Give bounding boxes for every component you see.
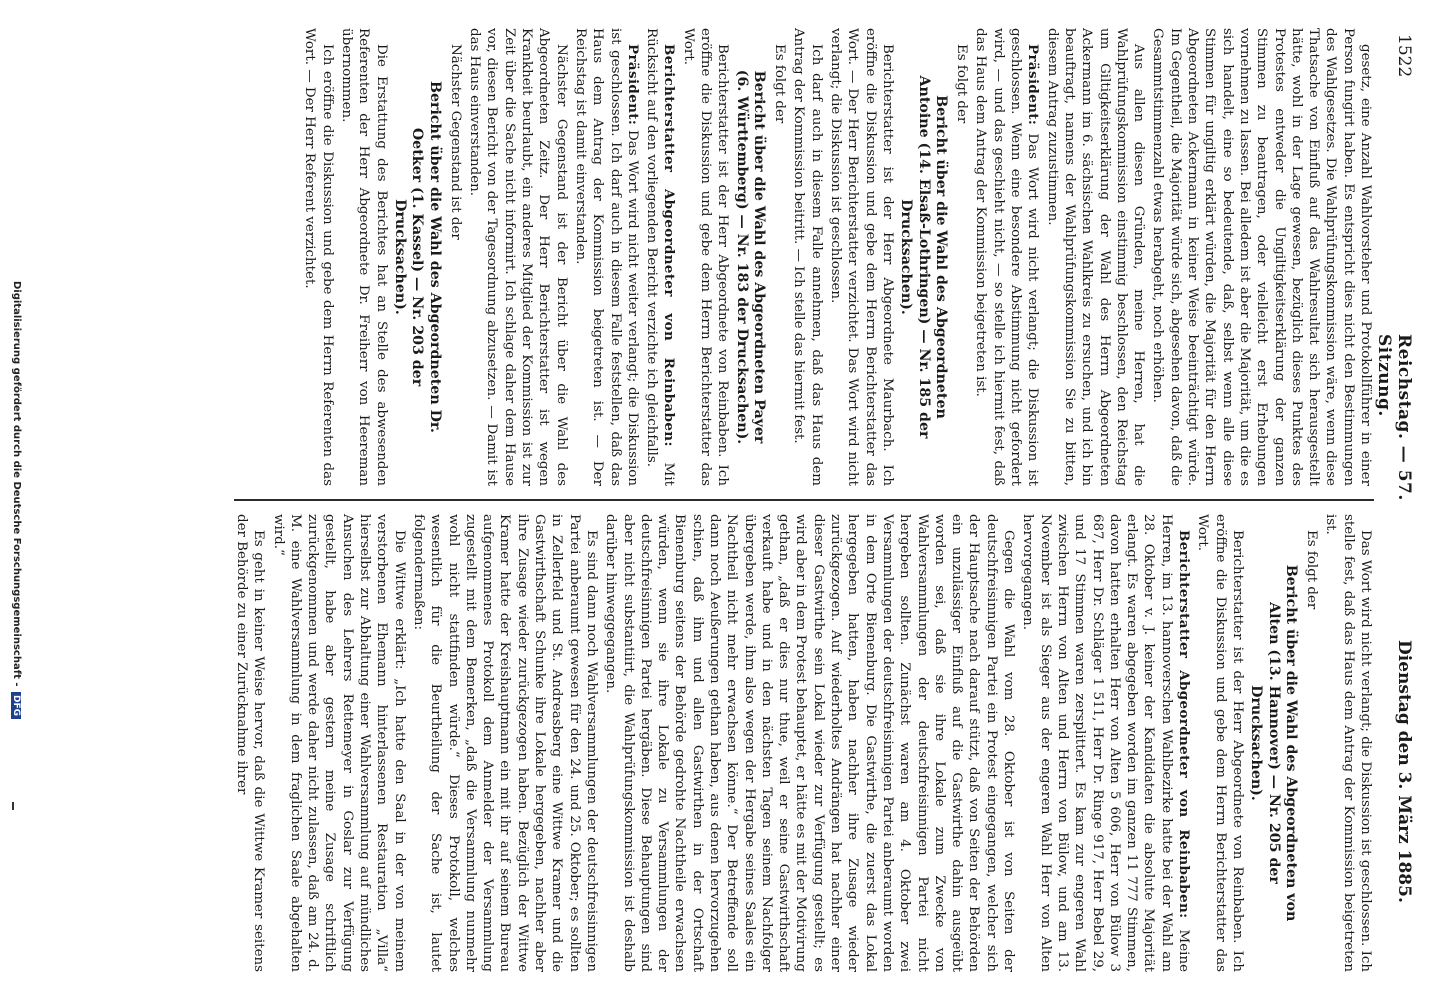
page-number: 1522 xyxy=(1394,34,1414,78)
section-heading: Bericht über die Wahl des Abgeordneten Antoine (14. Elsaß-Lothringen) — Nr. 185 der Drucksachen). xyxy=(898,75,949,439)
paragraph-text: Mit Rücksicht auf den vorliegenden Bericht verzichte ich gleichfalls. xyxy=(644,28,677,486)
paragraph xyxy=(972,28,1041,486)
digitization-credit xyxy=(11,0,22,1000)
paragraph-text: Die Wittwe erklärt: „Ich hatte den Saal in der von meinem verstorbenen Ehemann hinterlassenen Restauration „Villa“ hierselbst zur Abhaltung einer Wahlversammlung auf mündliches Ansuchen des Lehrers Rettemeyer in Goslar zur Verfügung gestellt, habe aber gestern meine Zusage schriftlich zurückgenommen und werde daher nicht zulassen, daß am 24. d. M. eine Wahlversammlung in dem fraglichen Saale abgehalten wird.“ xyxy=(270,514,407,972)
paragraph-text: Ich eröffne die Diskussion und gebe dem Herrn Referenten das Wort. — Der Herr Referent verzichtet. xyxy=(302,28,335,486)
paragraph-text: Das Wort wird nicht verlangt; die Diskussion ist geschlossen. Wenn eine besondere Abstimmung nicht gefordert wird, — und das geschieht nicht, — so stelle ich hiermit fest, daß das Haus dem Antrag der Kommission beigetreten ist. xyxy=(973,28,1041,486)
paragraph xyxy=(602,514,1017,972)
speaker-label: Präsident: xyxy=(624,44,641,126)
paragraph-text: Gegen die Wahl vom 28. Oktober ist von Seiten der deutschfreisinnigen Partei ein Protest eingegangen, welcher sich der Hauptsache nach darauf stützt, daß von Seiten der Behörden ein unzulässiger Einfluß auf die Gastwirthe dahin ausgeübt worden sei, daß sie ihre Lokale zum Zwecke von Wahlversammlungen der deutschfreisinnigen Partei nicht hergeben sollten. Zunächst waren am 4. Oktober zwei Versammlungen der deutschfreisinnigen Partei anberaumt worden in dem Orte Bienenburg. Die Gastwirthe, die zuerst das Lokal hergegeben hatten, haben nachher ihre Zusage wieder zurückgezogen. Auf wiederholtes Andrängen hat nachher einer dieser Gastwirthe sein Lokal wieder zur Verfügung gestellt; es wird aber in dem Protest behauptet, er hätte es mit der Motivirung gethan, „daß er dies nur thue, weil er seine Gastwirthschaft verkauft habe und in den nächsten Tagen seinem Nachfolger übergeben werde, ihm also wegen der Hergabe seines Saales ein Nachtheil nicht mehr erwachsen könne.“ Der Betreffende soll dann noch Aeußerungen gethan haben, aus denen hervorzugehen schien, daß ihm und allen Gastwirthen in der Ortschaft Bienenburg seitens der Behörde gedrohte Nachtheile erwachsen würden, wenn sie ihre Lokale zu Versammlungen der deutschfreisinnigen Partei hergäben. Diese Behauptungen sind aber nicht substantiirt, die Wahlprüfungskommission ist deshalb darüber hinweggegangen. xyxy=(603,514,1017,972)
paragraph-text: Meine Herren, im 13. hannoverschen Wahlbezirke hatte bei der Wahl am 28. Oktober v. J. keiner der Kandidaten die absolute Majorität erlangt. Es waren abgegeben worden im ganzen 11 777 Stimmen, davon hatten erhalten Herr von Alten 5 606, Herr von Bülow 3 687, Herr Dr. Schläger 1 511, Herr Dr. Ringe 917, Herr Bebel 29, und 17 Stimmen waren zersplittert. Es kam zur engeren Wahl zwischen Herrn von Alten und Herrn von Bülow, und am 13. November ist als Sieger aus der engeren Wahl Herr von Alten hervorgegangen. xyxy=(1020,514,1192,972)
paragraph xyxy=(827,28,896,486)
paragraph-text: Es folgt der xyxy=(954,44,970,124)
paragraph-text: Berichterstatter ist der Herr Abgeordnete von Reinbaben. Ich eröffne die Diskussion und gebe dem Herrn Berichterstatter das Wort. xyxy=(1195,514,1245,972)
credit-text: Digitalisierung gefördert durch die Deutsche Forschungsgemeinschaft - xyxy=(11,280,22,687)
paragraph xyxy=(1194,514,1246,972)
paragraph xyxy=(269,514,407,972)
paragraph-text: Die Erstattung des Berichtes hat an Stelle des abwesenden Referenten der Herr Abgeordnete Dr. Freiherr von Heereman übernommen. xyxy=(339,28,389,486)
paragraph-text: Aus allen diesen Gründen, meine Herren, hat die Wahlprüfungskommission einstimmig beschlossen, den Reichstag um Giltigkeitserklärung der Wahl des Herrn Abgeordneten Ackermann im 6. sächsischen Wahlkreis zu ersuchen, und ich bin beauftragt, namens der Wahlprüfungskommission Sie zu bitten, diesem Antrag zuzustimmen. xyxy=(1044,28,1147,486)
paragraph xyxy=(301,28,336,486)
paragraph xyxy=(1322,514,1374,972)
paragraph-text: Nächster Gegenstand ist der Bericht über die Wahl des Abgeordneten Zeitz. Der Herr Berichterstatter ist wegen Krankheit beurlaubt, ein anderes Mitglied der Kommission ist zur Zeit über die Sache nicht informirt. Ich schlage daher dem Hause vor, diesen Bericht von der Tagesordnung abzusetzen. — Damit ist das Haus einverstanden. xyxy=(467,28,569,486)
section-heading: Bericht über die Wahl des Abgeordneten von Alten (13. Hannover) — Nr. 205 der Drucksachen). xyxy=(1248,564,1299,922)
paragraph xyxy=(679,28,731,486)
paragraph xyxy=(1043,28,1147,486)
paragraph-text: Berichterstatter ist der Herr Abgeordnete von Reinbaben. Ich eröffne die Diskussion und gebe dem Herrn Berichterstatter das Wort. xyxy=(680,28,731,486)
left-column xyxy=(299,28,1374,486)
paragraph xyxy=(643,28,678,486)
paragraph-text: Nächster Gegenstand ist der xyxy=(447,44,463,240)
dfg-logo: DFG xyxy=(11,692,21,719)
paragraph-text: Es geht in keiner Weise hervor, daß die Wittwe Kramer seitens der Behörde zu einer Zurücknahme ihrer xyxy=(234,514,267,972)
paragraph xyxy=(1149,28,1374,486)
paragraph-text: Es folgt der xyxy=(1304,530,1320,610)
paragraph xyxy=(572,28,641,486)
paragraph xyxy=(338,28,390,486)
session-date: Dienstag den 3. März 1885. xyxy=(1394,640,1414,903)
paragraph xyxy=(953,28,970,486)
paragraph-text: Das Wort wird nicht verlangt; die Diskussion ist geschlossen. Ich stelle fest, daß das Haus dem Antrag der Kommission beigetreten ist. xyxy=(1323,514,1373,972)
paragraph xyxy=(410,514,600,972)
right-column xyxy=(231,514,1374,972)
page-header xyxy=(1364,0,1432,1000)
paragraph xyxy=(1303,514,1320,972)
paragraph-text: Das Wort wird nicht weiter verlangt; die Diskussion ist geschlossen. Ich darf auch in diesem Falle feststellen, daß das Haus dem Antrag der Kommission beigetreten ist. — Der Reichstag ist damit einverstanden. xyxy=(572,28,640,486)
speaker-label: Berichterstatter Abgeordneter von Reinbaben: xyxy=(661,44,678,447)
paragraph-text: Es folgt der xyxy=(772,44,788,124)
paragraph xyxy=(466,28,570,486)
paragraph-text: gesetz, eine Anzahl Wahlvorsteher und Protokollführer in einer Person fungirt haben. Es entspricht dies nicht den Bestimmungen des Wahlgesetzes. Die Wahlprüfungskommission wäre, wenn diese Thatsache von Einfluß auf das Wahlresultat sich herausgestellt hätte, wohl in der Lage gewesen, bezüglich dieses Punktes des Protestes entweder die Ungiltigkeitserklärung der ganzen Stimmen zu beantragen, oder vielleicht erst Erhebungen vornehmen zu lassen. Bei alledem ist aber die Majorität, um die es sich handelt, eine so bedeutende, daß, selbst wenn alle diese Stimmen für ungiltig erklärt würden, die Majorität für den Herrn Abgeordneten Ackermann in keiner Weise beeinträchtigt würde. Im Gegentheil, die Majorität würde sich, abgesehen davon, daß die Gesammtstimmenzahl etwas herabgeht, noch erhöhen. xyxy=(1150,28,1373,486)
paragraph xyxy=(790,28,825,486)
speaker-label: Berichterstatter Abgeordneter von Reinbaben: xyxy=(1176,530,1193,919)
paragraph xyxy=(233,514,268,972)
paragraph-text: Berichterstatter ist der Herr Abgeordnete Maurbach. Ich eröffne die Diskussion und gebe dem Herrn Berichterstatter das Wort. — Der Herr Berichterstatter verzichtet. Das Wort wird nicht verlangt; die Diskussion ist geschlossen. xyxy=(828,28,895,486)
section-heading: Bericht über die Wahl des Abgeordneten Dr. Oetker (1. Kassel) — Nr. 203 der Drucksachen). xyxy=(391,80,443,433)
paragraph xyxy=(447,28,464,486)
paragraph-text: Es sind dann noch Wahlversammlungen der deutschfreisinnigen Partei anberaumt gewesen für den 24. und 25. Oktober; es sollten in Zellerfeld und St. Andreasberg eine Wittwe Kramer und die Gastwirthschaft Schunke ihre Lokale hergegeben, nachher aber ihre Zusage wieder zurückgezogen haben. Bezüglich der Wittwe Kramer hatte der Kreishauptmann ein mit ihr auf seinem Bureau aufgenommenes Protokoll dem Anmelder der Versammlung zugestellt mit dem Bemerken, „daß die Versammlung nunmehr wohl nicht stattfinden würde.“ Dieses Protokoll, welches wesentlich für die Beurtheilung der Sache ist, lautet folgendermaßen: xyxy=(410,514,599,972)
paragraph xyxy=(1019,514,1192,972)
paragraph-text: Ich darf auch in diesem Falle annehmen, daß das Haus dem Antrag der Kommission beitritt. — Ich stelle das hiermit fest. xyxy=(791,28,824,486)
speaker-label: Präsident: xyxy=(1025,44,1042,126)
column-divider xyxy=(234,499,1374,501)
section-heading: Bericht über die Wahl des Abgeordneten Payer (6. Württemberg) — Nr. 183 der Drucksachen). xyxy=(733,69,767,445)
paragraph xyxy=(771,28,788,486)
session-title: Reichstag. — 57. Sitzung. xyxy=(1374,334,1414,501)
